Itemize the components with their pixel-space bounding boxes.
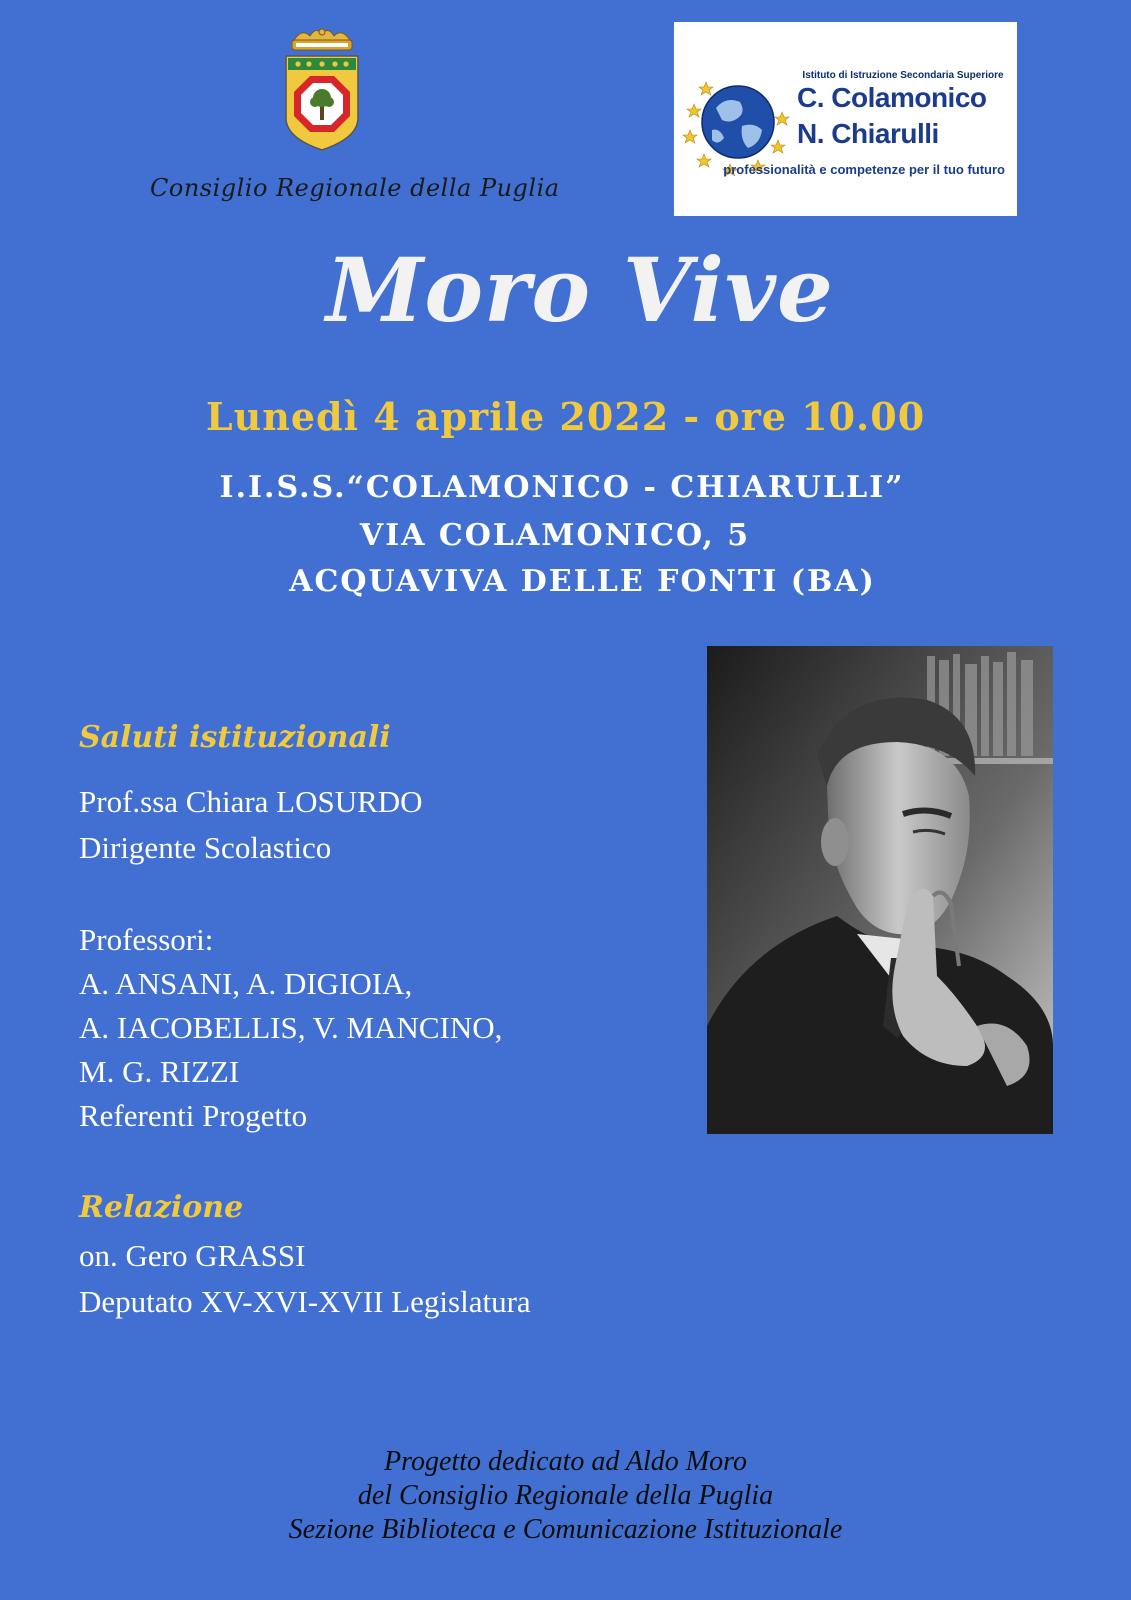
venue-line-1: I.I.S.S.“COLAMONICO - CHIARULLI” [219,470,905,505]
footer-line-3: Sezione Biblioteca e Comunicazione Istituzionale [288,1514,843,1545]
globe-stars-icon [682,68,790,176]
teachers-line-3: M. G. RIZZI [79,1054,240,1089]
portrait-photo [707,646,1053,1134]
event-title: Moro Vive [325,238,835,342]
venue-line-2: VIA COLAMONICO, 5 [359,518,751,553]
regional-emblem-logo [282,26,362,154]
teachers-line-2: A. IACOBELLIS, V. MANCINO, [79,1010,503,1045]
footer-line-2: del Consiglio Regionale della Puglia [357,1480,774,1511]
teachers-label: Professori: [79,922,214,957]
teachers-role: Referenti Progetto [79,1098,308,1133]
talk-heading: Relazione [79,1190,244,1225]
footer-line-1: Progetto dedicato ad Aldo Moro [384,1446,747,1477]
school-institute-label: Istituto di Istruzione Secondaria Superiore [802,70,1004,81]
greetings-heading: Saluti istituzionali [79,720,391,755]
event-date-time: Lunedì 4 aprile 2022 - ore 10.00 [205,394,926,439]
speaker-name: on. Gero GRASSI [79,1238,306,1273]
school-name-line1: C. Colamonico [797,82,987,113]
speaker-role: Deputato XV-XVI-XVII Legislatura [79,1284,531,1319]
school-logo [674,22,1017,216]
teachers-line-1: A. ANSANI, A. DIGIOIA, [79,966,413,1001]
venue-line-3: ACQUAVIVA DELLE FONTI (BA) [289,564,876,599]
school-name-line2: N. Chiarulli [797,118,939,149]
council-name: Consiglio Regionale della Puglia [150,174,560,202]
principal-role: Dirigente Scolastico [79,830,332,865]
principal-name: Prof.ssa Chiara LOSURDO [79,784,423,819]
school-motto: professionalità e competenze per il tuo futuro [723,162,1005,177]
